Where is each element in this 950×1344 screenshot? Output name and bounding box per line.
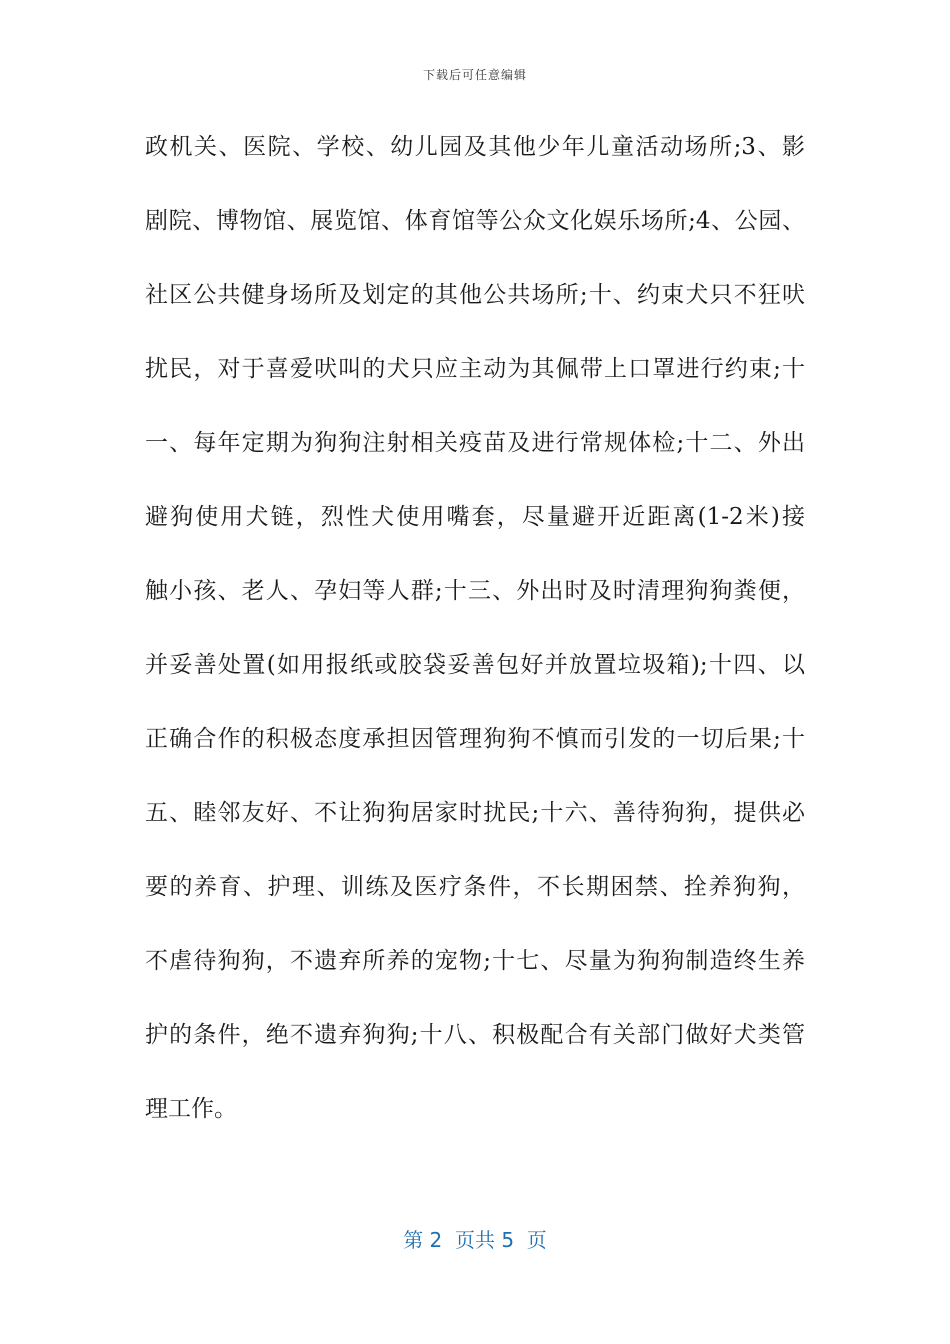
page-header: 下载后可任意编辑 [422,68,527,82]
body-line: 护的条件，绝不遗弃狗狗;十八、积极配合有关部门做好犬类管 [145,1022,805,1048]
body-line: 扰民，对于喜爱吠叫的犬只应主动为其佩带上口罩进行约束;十 [145,356,805,382]
body-line-last: 理工作。 [145,1096,237,1122]
body-line: 避狗使用犬链，烈性犬使用嘴套，尽量避开近距离(1-2米)接 [145,504,805,530]
body-line: 一、每年定期为狗狗注射相关疫苗及进行常规体检;十二、外出 [145,430,805,456]
body-line: 要的养育、护理、训练及医疗条件，不长期困禁、拴养狗狗， [145,874,805,900]
body-line: 社区公共健身场所及划定的其他公共场所;十、约束犬只不狂吠 [145,282,805,308]
page-number-footer: 第 2 页共 5 页 [403,1228,547,1252]
document-body [145,110,805,1146]
body-line: 政机关、医院、学校、幼儿园及其他少年儿童活动场所;3、影 [145,134,805,160]
body-line: 五、睦邻友好、不让狗狗居家时扰民;十六、善待狗狗，提供必 [145,800,805,826]
body-line: 不虐待狗狗，不遗弃所养的宠物;十七、尽量为狗狗制造终生养 [145,948,805,974]
body-line: 剧院、博物馆、展览馆、体育馆等公众文化娱乐场所;4、公园、 [145,208,805,234]
body-line: 触小孩、老人、孕妇等人群;十三、外出时及时清理狗狗粪便， [145,578,805,604]
body-line: 正确合作的积极态度承担因管理狗狗不慎而引发的一切后果;十 [145,726,805,752]
body-line: 并妥善处置(如用报纸或胶袋妥善包好并放置垃圾箱);十四、以 [145,652,805,678]
